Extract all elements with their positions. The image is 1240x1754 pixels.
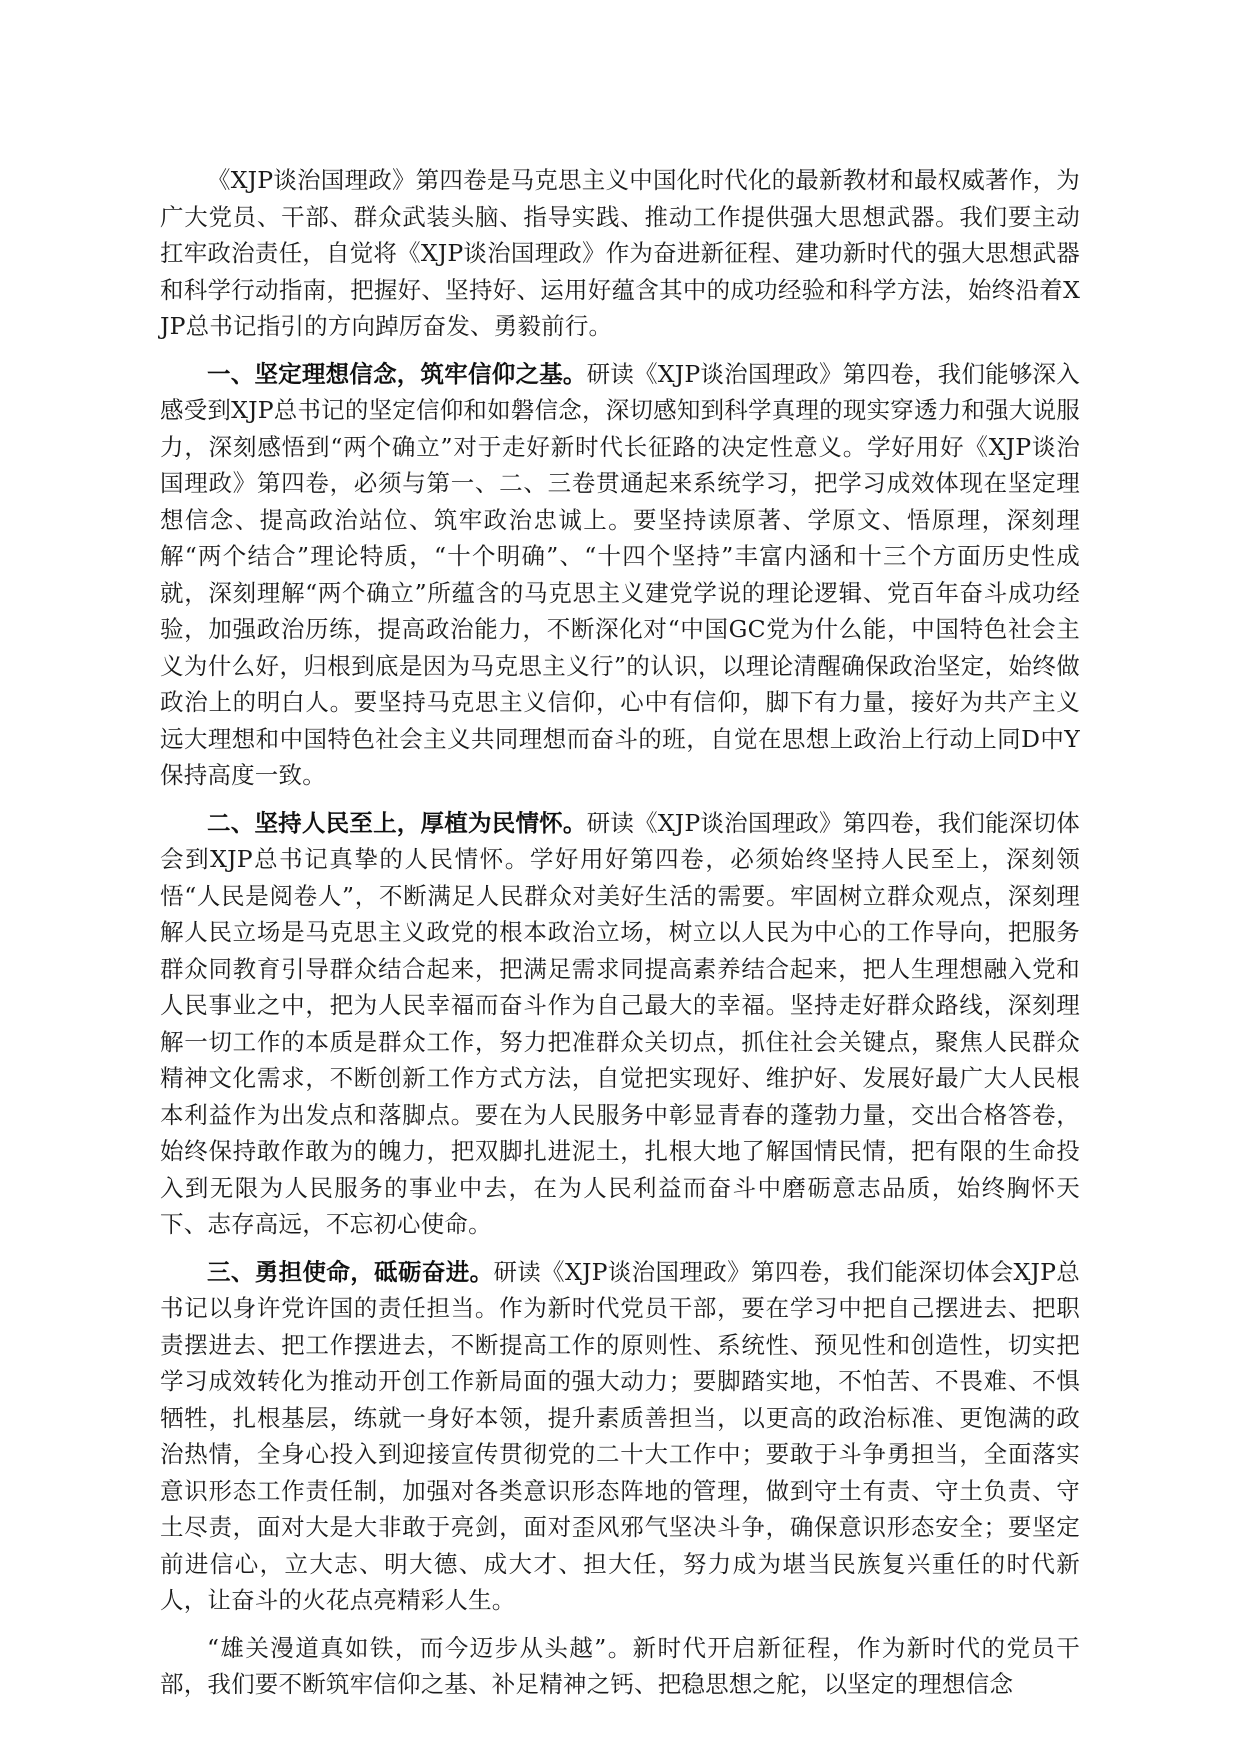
intro-paragraph (160, 162, 1080, 345)
closing-paragraph-text: “雄关漫道真如铁，而今迈步从头越”。新时代开启新征程，作为新时代的党员干部，我们要不断筑牢信仰之基、补足精神之钙、把稳思想之舵，以坚定的理想信念 (160, 1633, 1080, 1698)
section-3-text: 研读《XJP谈治国理政》第四卷，我们能深切体会XJP总书记以身许党许国的责任担当。作为新时代党员干部，要在学习中把自己摆进去、把职责摆进去、把工作摆进去，不断提高工作的原则性、系统性、预见性和创造性，切实把学习成效转化为推动开创工作新局面的强大动力；要脚踏实地，不怕苦、不畏难、不惧牺牲，扎根基层，练就一身好本领，提升素质善担当，以更高的政治标准、更饱满的政治热情，全身心投入到迎接宣传贯彻党的二十大工作中；要敢于斗争勇担当，全面落实意识形态工作责任制，加强对各类意识形态阵地的管理，做到守土有责、守土负责、守土尽责，面对大是大非敢于亮剑，面对歪风邪气坚决斗争，确保意识形态安全；要坚定前进信心，立大志、明大德、成大才、担大任，努力成为堪当民族复兴重任的时代新人，让奋斗的火花点亮精彩人生。 (160, 1257, 1080, 1614)
intro-paragraph-text: 《XJP谈治国理政》第四卷是马克思主义中国化时代化的最新教材和最权威著作，为广大党员、干部、群众武装头脑、指导实践、推动工作提供强大思想武器。我们要主动扛牢政治责任，自觉将《XJP谈治国理政》作为奋进新征程、建功新时代的强大思想武器和科学行动指南，把握好、坚持好、运用好蕴含其中的成功经验和科学方法，始终沿着XJP总书记指引的方向踔厉奋发、勇毅前行。 (160, 166, 1080, 340)
section-2-heading: 二、坚持人民至上，厚植为民情怀。 (207, 808, 587, 837)
section-3-heading: 三、勇担使命，砥砺奋进。 (207, 1257, 494, 1286)
section-1-heading: 一、坚定理想信念，筑牢信仰之基。 (207, 359, 587, 388)
section-3-paragraph (160, 1254, 1080, 1619)
closing-paragraph (160, 1630, 1080, 1703)
document-page (160, 162, 1080, 1714)
section-2-text: 研读《XJP谈治国理政》第四卷，我们能深切体会到XJP总书记真挚的人民情怀。学好用好第四卷，必须始终坚持人民至上，深刻领悟“人民是阅卷人”，不断满足人民群众对美好生活的需要。牢固树立群众观点，深刻理解人民立场是马克思主义政党的根本政治立场，树立以人民为中心的工作导向，把服务群众同教育引导群众结合起来，把满足需求同提高素养结合起来，把人生理想融入党和人民事业之中，把为人民幸福而奋斗作为自己最大的幸福。坚持走好群众路线，深刻理解一切工作的本质是群众工作，努力把准群众关切点，抓住社会关键点，聚焦人民群众精神文化需求，不断创新工作方式方法，自觉把实现好、维护好、发展好最广大人民根本利益作为出发点和落脚点。要在为人民服务中彰显青春的蓬勃力量，交出合格答卷，始终保持敢作敢为的魄力，把双脚扎进泥土，扎根大地了解国情民情，把有限的生命投入到无限为人民服务的事业中去，在为人民利益而奋斗中磨砺意志品质，始终胸怀天下、志存高远，不忘初心使命。 (160, 808, 1080, 1238)
section-1-paragraph (160, 356, 1080, 794)
section-1-text: 研读《XJP谈治国理政》第四卷，我们能够深入感受到XJP总书记的坚定信仰和如磐信念，深切感知到科学真理的现实穿透力和强大说服力，深刻感悟到“两个确立”对于走好新时代长征路的决定性意义。学好用好《XJP谈治国理政》第四卷，必须与第一、二、三卷贯通起来系统学习，把学习成效体现在坚定理想信念、提高政治站位、筑牢政治忠诚上。要坚持读原著、学原文、悟原理，深刻理解“两个结合”理论特质，“十个明确”、“十四个坚持”丰富内涵和十三个方面历史性成就，深刻理解“两个确立”所蕴含的马克思主义建党学说的理论逻辑、党百年奋斗成功经验，加强政治历练，提高政治能力，不断深化对“中国GC党为什么能，中国特色社会主义为什么好，归根到底是因为马克思主义行”的认识，以理论清醒确保政治坚定，始终做政治上的明白人。要坚持马克思主义信仰，心中有信仰，脚下有力量，接好为共产主义远大理想和中国特色社会主义共同理想而奋斗的班，自觉在思想上政治上行动上同D中Y保持高度一致。 (160, 359, 1080, 789)
section-2-paragraph (160, 805, 1080, 1243)
